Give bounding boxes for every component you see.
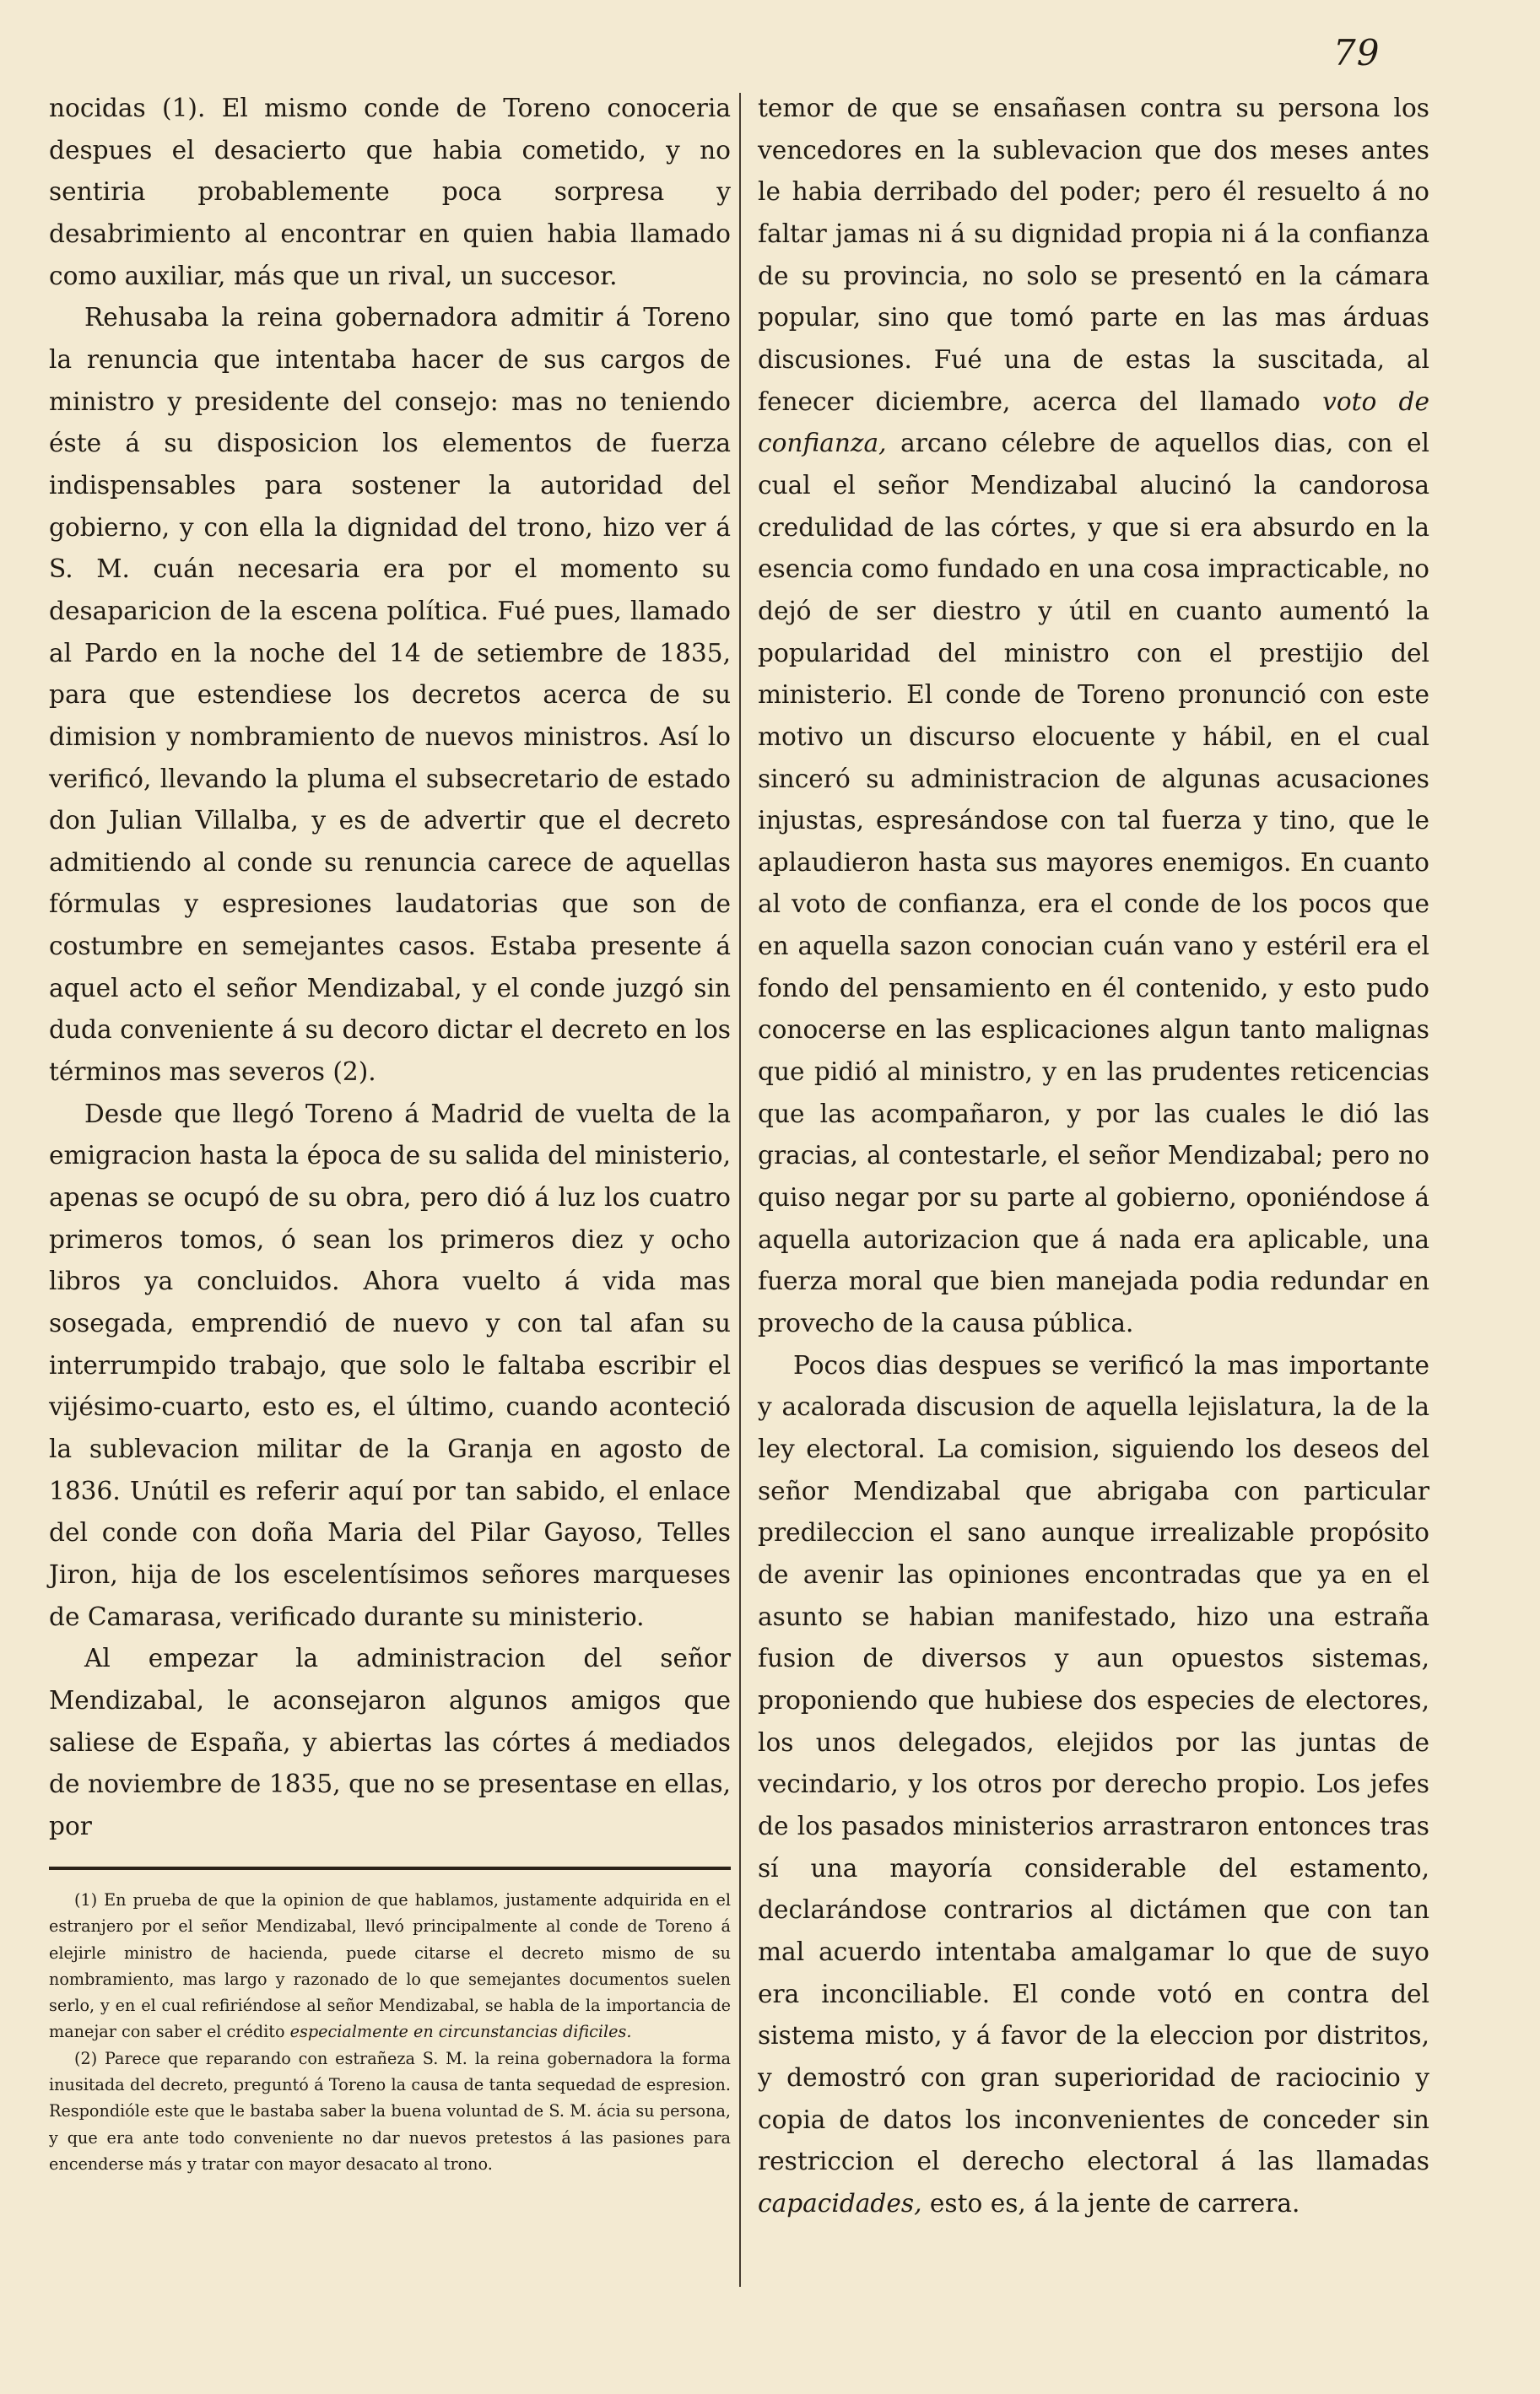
right-paragraph-2-text: Pocos dias despues se verificó la mas importante y acalorada discusion de aquella lejislatura, la de la ley electoral. La comision, siguiendo los deseos del señor Mendizabal que abrigaba con particular predileccion el sano aunque irrealizable propósito de avenir las opiniones encontradas que ya en el asunto se habian manifestado, hizo una estraña fusion de diversos y aun opuestos sistemas, proponiendo que hubiese dos especies de electores, los unos delegados, elejidos por las juntas de vecindario, y los otros por derecho propio. Los jefes de los pasados ministerios arrastraron entonces tras sí una mayoría considerable del estamento, declarándose contrarios al dictámen que con tan mal acuerdo intentaba amalgamar lo que de suyo era inconciliable. El conde votó en contra del sistema misto, y á favor de la eleccion por distritos, y demostró con gran superioridad de raciocinio y copia de datos los inconvenientes de conceder sin restriccion el derecho electoral á las llamadas [758,1350,1429,2176]
footnotes [49,1887,731,2177]
right-paragraph-2-tail: esto es, á la jente de carrera. [929,2188,1300,2218]
right-paragraph-1 [758,88,1429,1345]
footnote-2: (2) Parece que reparando con estrañeza S. M. la reina gobernadora la forma inusitada del decreto, preguntó á Toreno la causa de tanta sequedad de espresion. Respondióle este que le bastaba saber la buena voluntad de S. M. ácia su persona, y que era ante todo conveniente no dar nuevos pretestos á las pasiones para encenderse más y tratar con mayor desacato al trono. [49,2048,731,2174]
left-paragraph-1: nocidas (1). El mismo conde de Toreno conoceria despues el desacierto que habia cometido, y no sentiria probablemente poca sorpresa y desabrimiento al encontrar en quien habia llamado como auxiliar, más que un rival, un succesor. [49,94,731,290]
column-divider [739,93,741,2287]
right-paragraph-1-tail: arcano célebre de aquellos dias, con el cual el señor Mendizabal alucinó la candorosa credulidad de las córtes, y que si era absurdo en la esencia como fundado en una cosa impracticable, no dejó de ser diestro y útil en cuanto aumentó la popularidad del ministro con el prestijio del ministerio. El conde de Toreno pronunció con este motivo un discurso elocuente y hábil, en el cual sinceró su administracion de algunas acusaciones injustas, espresándose con tal fuerza y tino, que le aplaudieron hasta sus mayores enemigos. En cuanto al voto de confianza, era el conde de los pocos que en aquella sazon conocian cuán vano y estéril era el fondo del pensamiento en él contenido, y esto pudo conocerse en las esplicaciones algun tanto malignas que pidió al ministro, y en las prudentes reticencias que las acompañaron, y por las cuales le dió las gracias, al contestarle, el señor Mendizabal; pero no quiso negar por su parte al gobierno, oponiéndose á aquella autorizacion que á nada era aplicable, una fuerza moral que bien manejada podia redundar en provecho de la causa pública. [758,429,1429,1338]
footnote-1 [49,1887,731,2045]
footnote-rule [49,1867,731,1870]
right-paragraph-1-italic: voto de confianza, [758,386,1429,458]
right-paragraph-1-text: temor de que se ensañasen contra su persona los vencedores en la sublevacion que dos meses antes le habia derribado del poder; pero él resuelto á no faltar jamas ni á su dignidad propia ni á la confianza de su provincia, no solo se presentó en la cámara popular, sino que tomó parte en las mas árduas discusiones. Fué una de estas la suscitada, al fenecer diciembre, acerca del llamado [758,94,1429,416]
right-paragraph-2-italic: capacidades, [758,2188,922,2218]
right-paragraph-2 [758,1345,1429,2225]
left-column [49,88,731,1848]
right-column [758,88,1429,2224]
left-paragraph-2: Rehusaba la reina gobernadora admitir á Toreno la renuncia que intentaba hacer de sus cargos de ministro y presidente del consejo: mas no teniendo éste á su disposicion los elementos de fuerza indispensables para sostener la autoridad del gobierno, y con ella la dignidad del trono, hizo ver á S. M. cuán necesaria era por el momento su desaparicion de la escena política. Fué pues, llamado al Pardo en la noche del 14 de setiembre de 1835, para que estendiese los decretos acerca de su dimision y nombramiento de nuevos ministros. Así lo verificó, llevando la pluma el subsecretario de estado don Julian Villalba, y es de advertir que el decreto admitiendo al conde su renuncia carece de aquellas fórmulas y espresiones laudatorias que son de costumbre en semejantes casos. Estaba presente á aquel acto el señor Mendizabal, y el conde juzgó sin duda conveniente á su decoro dictar el decreto en los términos mas severos (2). [49,303,731,1087]
left-paragraph-3: Desde que llegó Toreno á Madrid de vuelta de la emigracion hasta la época de su salida del ministerio, apenas se ocupó de su obra, pero dió á luz los cuatro primeros tomos, ó sean los primeros diez y ocho libros ya concluidos. Ahora vuelto á vida mas sosegada, emprendió de nuevo y con tal afan su interrumpido trabajo, que solo le faltaba escribir el vijésimo-cuarto, esto es, el último, cuando aconteció la sublevacion militar de la Granja en agosto de 1836. Unútil es referir aquí por tan sabido, el enlace del conde con doña Maria del Pilar Gayoso, Telles Jiron, hija de los escelentísimos señores marqueses de Camarasa, verificado durante su ministerio. [49,1099,731,1631]
footnote-1-italic: especialmente en circunstancias dificiles. [289,2022,632,2042]
left-paragraph-4: Al empezar la administracion del señor Mendizabal, le aconsejaron algunos amigos que saliese de España, y abiertas las córtes á mediados de noviembre de 1835, que no se presentase en ellas, por [49,1644,731,1840]
page-number: 79 [1333,32,1381,73]
footnote-1-text: (1) En prueba de que la opinion de que hablamos, justamente adquirida en el estranjero por el señor Mendizabal, llevó principalmente al conde de Toreno á elejirle ministro de hacienda, puede citarse el decreto mismo de su nombramiento, mas largo y razonado de lo que semejantes documentos suelen serlo, y en el cual refiriéndose al señor Mendizabal, se habla de la importancia de manejar con saber el crédito [49,1890,731,2042]
